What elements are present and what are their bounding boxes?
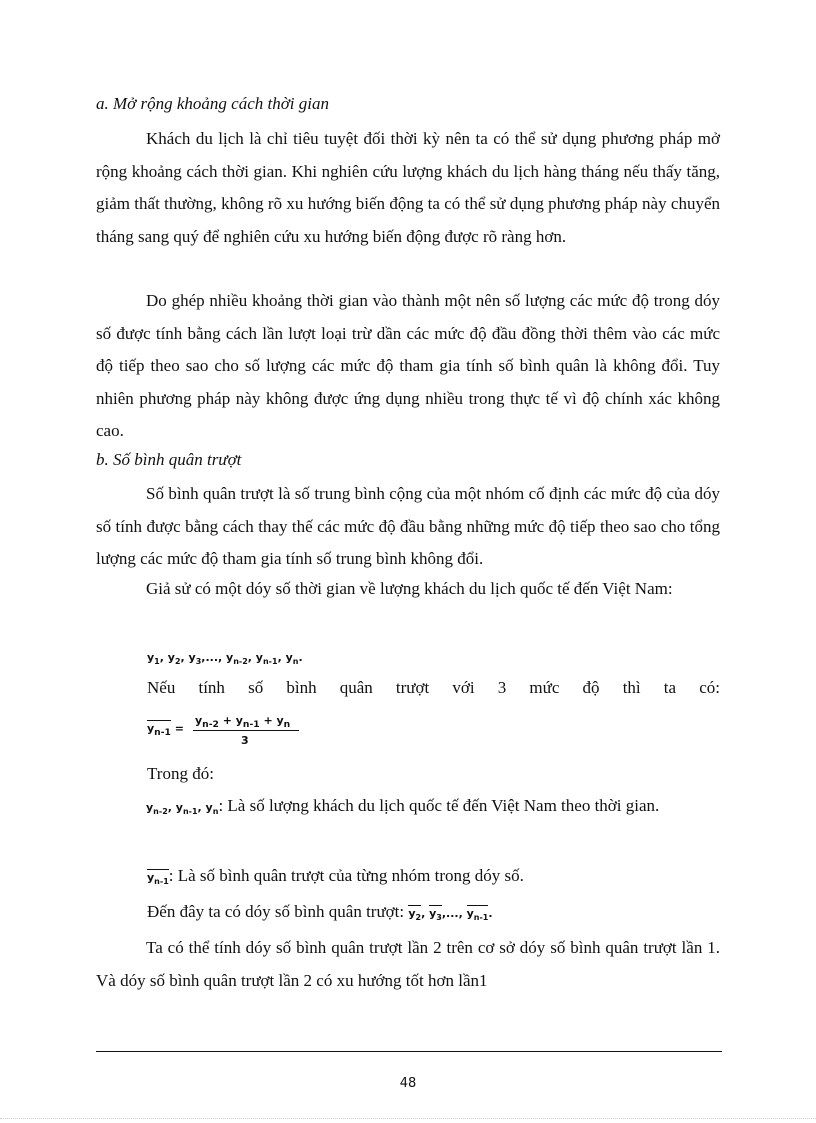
- paragraph-5: Nếu tính số bình quân trượt với 3 mức độ thì ta có:: [147, 678, 720, 697]
- page-number: 48: [399, 1076, 417, 1091]
- series-formula: $y_1$, $y_2$, $y_3$,..., $y_{n-2}$, $y_{n-1}$, $y_n$.: [147, 651, 303, 667]
- paragraph-2: Do ghép nhiều khoảng thời gian vào thành một nên số lượng các mức độ trong dóy số được tính bằng cách lần lượt loại trừ dần các mức độ đầu đồng thời thêm vào các mức độ tiếp theo sao cho số lượng các mức độ tham gia tính số bình quân là không đổi. Tuy nhiên phương pháp này không được ứng dụng nhiều trong thực tế vì độ chính xác không cao.: [96, 291, 720, 440]
- paragraph-7: $y_{n-1}$: Là số bình quân trượt của từng nhóm trong dóy số.: [147, 866, 524, 887]
- paragraph-6: $y_{n-2}$, $y_{n-1}$, $y_n$: Là số lượng khách du lịch quốc tế đến Việt Nam theo thời gian.: [146, 796, 660, 817]
- heading-a: a. Mở rộng khoảng cách thời gian: [96, 94, 329, 113]
- document-page: a. Mở rộng khoảng cách thời gian Khách du lịch là chỉ tiêu tuyệt đối thời kỳ nên ta có thể sử dụng phương pháp mở rộng khoảng cách thời gian. Khi nghiên cứu lượng khách du lịch hàng tháng nếu thấy tăng, giảm thất thường, không rõ xu hướng biến động ta có thể sử dụng phương pháp này chuyển tháng sang quý để nghiên cứu xu hướng biến động được rõ ràng hơn. Do ghép nhiều khoảng thời gian vào thành một nên số lượng các mức độ trong dóy số được tính bằng cách lần lượt loại trừ dần các mức độ đầu đồng thời thêm vào các mức độ tiếp theo sao cho số lượng các mức độ tham gia tính số bình quân là không đổi. Tuy nhiên phương pháp này không được ứng dụng nhiều trong thực tế vì độ chính xác không cao. b. Số bình quân trượt Số bình quân trượt là số trung bình cộng của một nhóm cố định các mức độ của dóy số tính được bằng cách thay thế các mức độ đầu bằng những mức độ tiếp theo sao cho tổng lượng các mức độ tham gia tính số trung bình không đổi. Giả sử có một dóy số thời gian về lượng khách du lịch quốc tế đến Việt Nam: $y_1$, $y_2$, $y_3$,..., $y_{n-2}$, $y_{n-1}$, $y_n$. Nếu tính số bình quân trượt với 3 mức độ thì ta có: $y_{n-1}$ = $y_{n-2} + y_{n-1} + y_n$ 3 Trong đó: $y_{n-2}$, $y_{n-1}$, $y_n$: Là số lượng khách du lịch quốc tế đến Việt Nam theo thời gian. $y_{n-1}$: Là số bình quân trượt của từng nhóm trong dóy số. Đến đây ta có dóy số bình quân trượt: $y_2$, $y_3$,..., $y_{n-1}$. Ta có thể tính dóy số bình quân trượt lần 2 trên cơ sở dóy số bình quân trượt lần 1. Và dóy số bình quân trượt lần 2 có xu hướng tốt hơn lần1 48: [0, 0, 816, 1123]
- paragraph-8: Đến đây ta có dóy số bình quân trượt: $y_2$, $y_3$,..., $y_{n-1}$.: [147, 902, 493, 923]
- paragraph-3: Số bình quân trượt là số trung bình cộng của một nhóm cố định các mức độ của dóy số tính được bằng cách thay thế các mức độ đầu bằng những mức độ tiếp theo sao cho tổng lượng các mức độ tham gia tính số trung bình không đổi.: [96, 484, 720, 568]
- heading-b: b. Số bình quân trượt: [96, 450, 242, 469]
- paragraph-9: Ta có thể tính dóy số bình quân trượt lần 2 trên cơ sở dóy số bình quân trượt lần 1. Và dóy số bình quân trượt lần 2 có xu hướng tốt hơn lần1: [96, 938, 720, 990]
- paragraph-1: Khách du lịch là chỉ tiêu tuyệt đối thời kỳ nên ta có thể sử dụng phương pháp mở rộng khoảng cách thời gian. Khi nghiên cứu lượng khách du lịch hàng tháng nếu thấy tăng, giảm thất thường, không rõ xu hướng biến động ta có thể sử dụng phương pháp này chuyển tháng sang quý để nghiên cứu xu hướng biến động được rõ ràng hơn.: [96, 129, 720, 246]
- footer-divider: [96, 1051, 722, 1052]
- page-edge: [0, 1118, 816, 1119]
- paragraph-4: Giả sử có một dóy số thời gian về lượng khách du lịch quốc tế đến Việt Nam:: [146, 579, 673, 598]
- where-label: Trong đó:: [147, 764, 214, 783]
